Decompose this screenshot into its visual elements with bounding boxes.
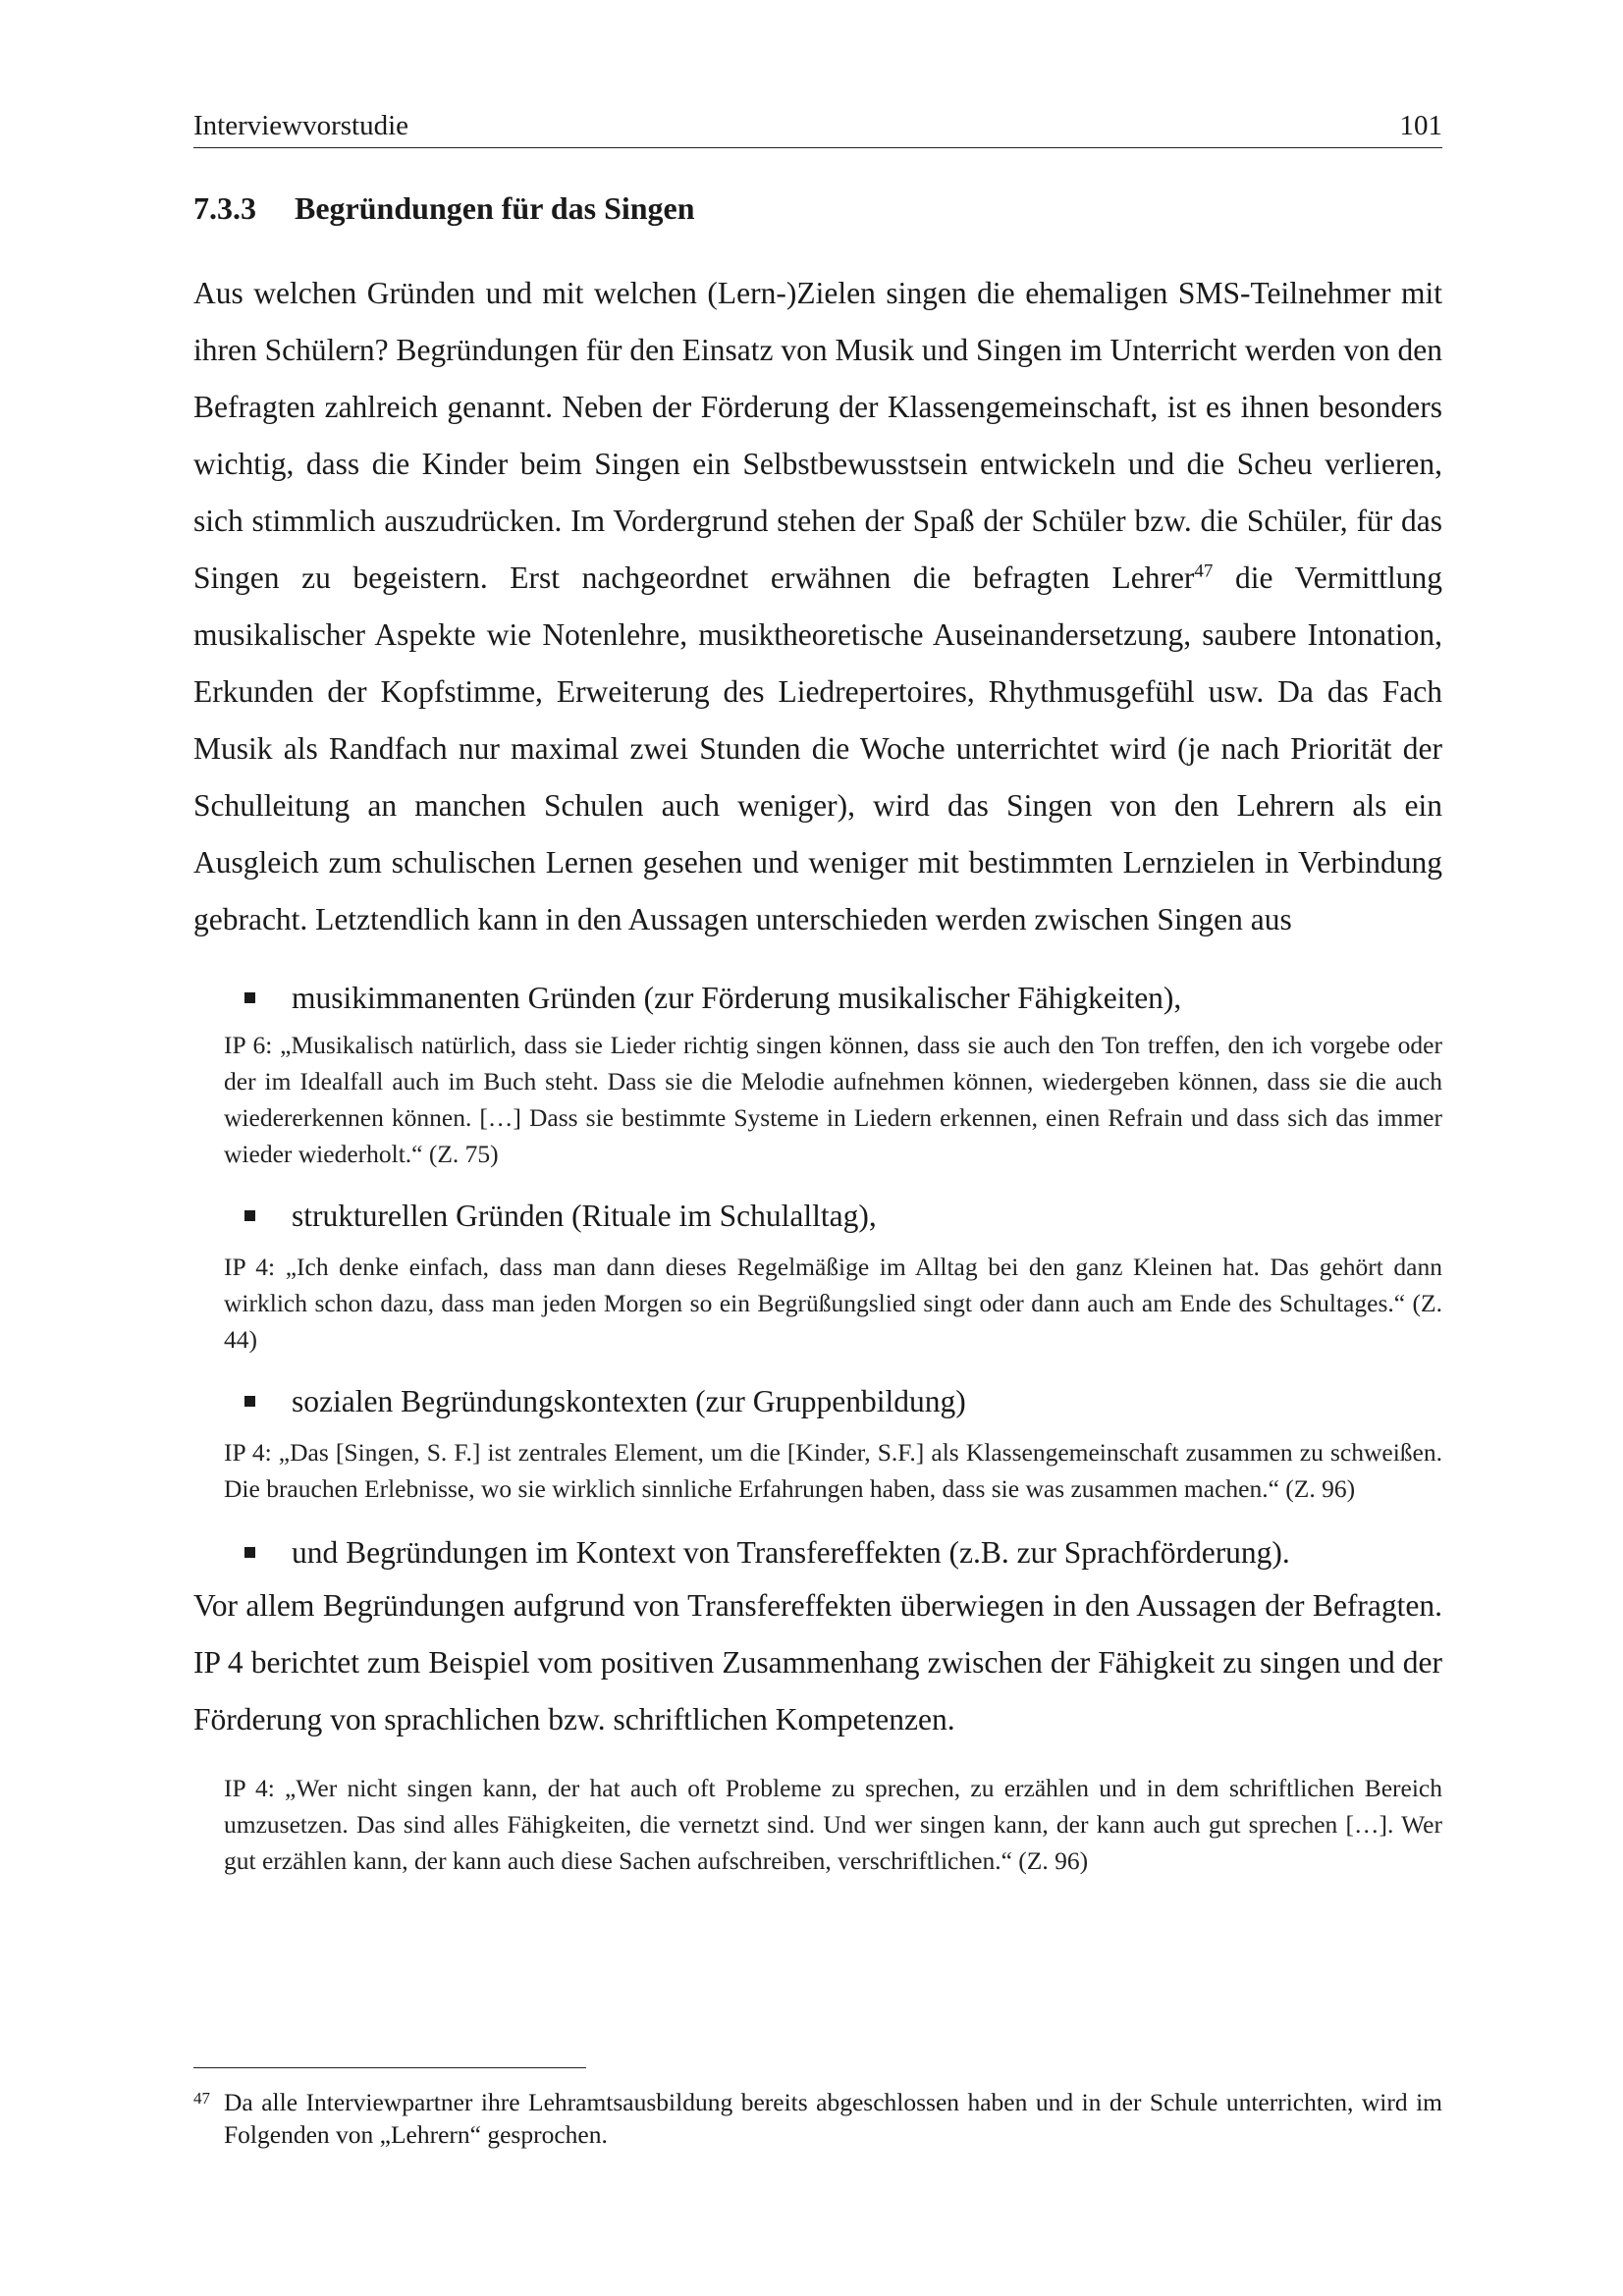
bullet-item-2	[193, 1194, 1442, 1239]
bullet-square-icon	[244, 1547, 255, 1558]
page-number: 101	[1399, 110, 1442, 141]
bullet-text: und Begründungen im Kontext von Transfereffekten (z.B. zur Sprachförderung).	[292, 1535, 1290, 1570]
header-title: Interviewvorstudie	[193, 110, 409, 141]
bullet-item-1	[193, 976, 1442, 1021]
main-content	[193, 187, 1442, 1879]
footnote	[193, 2086, 1442, 2151]
section-number: 7.3.3	[193, 190, 256, 226]
interview-quote-2: IP 4: „Ich denke einfach, dass man dann dieses Regelmäßige im Alltag bei den ganz Kleinen hat. Das gehört dann wirklich schon dazu, dass man jeden Morgen so ein Begrüßungslied singt oder dann auch am Ende des Schultages.“ (Z. 44)	[224, 1253, 1442, 1354]
paragraph-1-text-a: Aus welchen Gründen und mit welchen (Lern-)Zielen singen die ehemaligen SMS-Teilnehmer mit ihren Schülern? Begründungen für den Einsatz von Musik und Singen im Unterricht werden von den Befragten zahlreich genannt. Neben der Förderung der Klassengemeinschaft, ist es ihnen besonders wichtig, dass die Kinder beim Singen ein Selbstbewusstsein entwickeln und die Scheu verlieren, sich stimmlich auszudrücken. Im Vordergrund stehen der Spaß der Schüler bzw. die Schüler, für das Singen zu begeistern. Erst nachgeordnet erwähnen die befragten Lehrer	[193, 276, 1442, 595]
bullet-square-icon	[244, 1210, 255, 1221]
footnote-text: Da alle Interviewpartner ihre Lehramtsausbildung bereits abgeschlossen haben und in der Schule unterrichten, wird im Folgenden von „Lehrern“ gesprochen.	[224, 2088, 1442, 2149]
interview-quote-4: IP 4: „Wer nicht singen kann, der hat auch oft Probleme zu sprechen, zu erzählen und in dem schriftlichen Bereich umzusetzen. Das sind alles Fähigkeiten, die vernetzt sind. Und wer singen kann, der kann auch gut sprechen […]. Wer gut erzählen kann, der kann auch diese Sachen aufschreiben, verschriftlichen.“ (Z. 96)	[224, 1774, 1442, 1875]
section-title: Begründungen für das Singen	[295, 190, 695, 226]
interview-quote-1: IP 6: „Musikalisch natürlich, dass sie Lieder richtig singen können, dass sie auch den Ton treffen, den ich vorgebe oder der im Idealfall auch im Buch steht. Dass sie die Melodie aufnehmen können, wiedergeben können, dass sie die auch wiedererkennen können. […] Dass sie bestimmte Systeme in Liedern erkennen, einen Refrain und dass sich das immer wieder wiederholt.“ (Z. 75)	[224, 1031, 1442, 1168]
body-paragraph-1	[193, 265, 1442, 948]
bullet-item-4	[193, 1530, 1442, 1575]
paragraph-1-text-b: die Vermittlung musikalischer Aspekte wie Notenlehre, musiktheoretische Auseinandersetzung, saubere Intonation, Erkunden der Kopfstimme, Erweiterung des Liedrepertoires, Rhythmusgefühl usw. Da das Fach Musik als Randfach nur maximal zwei Stunden die Woche unterrichtet wird (je nach Priorität der Schulleitung an manchen Schulen auch weniger), wird das Singen von den Lehrern als ein Ausgleich zum schulischen Lernen gesehen und weniger mit bestimmten Lernzielen in Verbindung gebracht. Letztendlich kann in den Aussagen unterschieden werden zwischen Singen aus	[193, 561, 1442, 936]
body-paragraph-2: Vor allem Begründungen aufgrund von Transfereffekten überwiegen in den Aussagen der Befragten. IP 4 berichtet zum Beispiel vom positiven Zusammenhang zwischen der Fähigkeit zu singen und der Förderung von sprachlichen bzw. schriftlichen Kompetenzen.	[193, 1588, 1442, 1736]
footnote-reference[interactable]: 47	[1194, 561, 1214, 582]
running-header	[193, 106, 1442, 148]
bullet-text: musikimmanenten Gründen (zur Förderung musikalischer Fähigkeiten),	[292, 981, 1182, 1015]
section-heading	[193, 187, 1442, 230]
interview-quote-3: IP 4: „Das [Singen, S. F.] ist zentrales Element, um die [Kinder, S.F.] als Klassengemeinschaft zusammen zu schweißen. Die brauchen Erlebnisse, wo sie wirklich sinnliche Erfahrungen haben, dass sie was zusammen machen.“ (Z. 96)	[224, 1438, 1442, 1503]
bullet-square-icon	[244, 1396, 255, 1407]
bullet-square-icon	[244, 992, 255, 1003]
bullet-text: sozialen Begründungskontexten (zur Gruppenbildung)	[292, 1384, 966, 1418]
bullet-text: strukturellen Gründen (Rituale im Schulalltag),	[292, 1199, 877, 1233]
footnote-separator	[193, 2067, 586, 2068]
footnote-mark: 47	[193, 2089, 210, 2108]
bullet-item-3	[193, 1379, 1442, 1424]
